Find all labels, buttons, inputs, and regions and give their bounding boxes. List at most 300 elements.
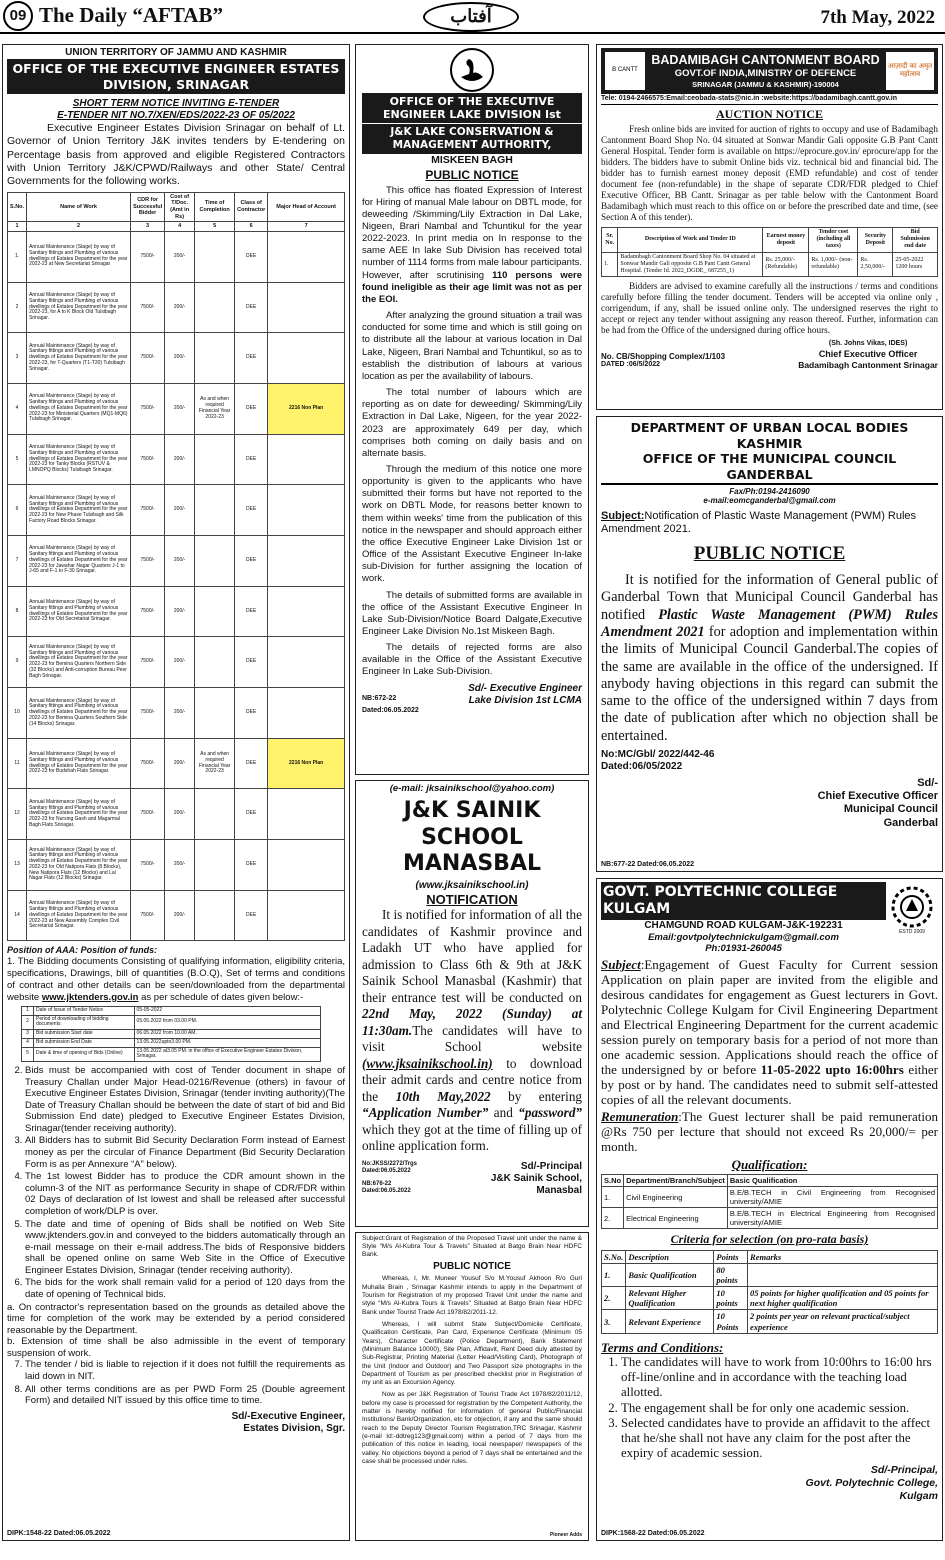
estates-footer: DIPK:1548-22 Dated:06.05.2022 (7, 1529, 111, 1537)
poly-terms (601, 1355, 938, 1460)
row-class: DEE (235, 282, 268, 333)
row-serial: 9 (8, 637, 27, 688)
lake-address: MISKEEN BAGH (431, 153, 513, 166)
criteria-col-header: S.No. (602, 1250, 626, 1263)
poly-criteria-heading: Criteria for selection (on pro-rata basis) (670, 1232, 869, 1247)
date-serial: 3 (22, 1030, 34, 1039)
criteria-cell: 10 points (714, 1287, 748, 1310)
works-col-number: 6 (235, 222, 268, 232)
azadi-logo: आज़ादी का अमृत महोत्सव (886, 52, 934, 90)
criteria-cell: 2. (602, 1287, 626, 1310)
poly-sign-2: Govt. Polytechnic College, (805, 1476, 938, 1489)
row-head-empty (268, 485, 345, 536)
qual-cell: Civil Engineering (624, 1187, 728, 1208)
sainik-web: (www.jksainikschool.in) (415, 879, 529, 891)
sainik-sign-3: Manasbal (536, 1184, 582, 1196)
list-item: 3. Selected candidates have to provide an affidavit to the affect that he/she shall not have any claim for the post after the expiry of academic session. (621, 1416, 938, 1460)
list-item: 7. The tender / bid is liable to rejection if it does not fulfill the requirements as laid down in NIT. (25, 1359, 345, 1382)
row-head-empty (268, 840, 345, 891)
row-head-empty (268, 282, 345, 333)
newspaper-name: The Daily “AFTAB” (39, 3, 223, 28)
criteria-col-header: Description (626, 1250, 714, 1263)
table-row (8, 890, 345, 941)
auction-col-header: Earnest money deposit (763, 228, 809, 253)
criteria-cell: 3. (602, 1310, 626, 1333)
sainik-school-notice (355, 780, 589, 1227)
auction-cell: Rs. 2,50,000/- (858, 252, 893, 277)
row-class: DEE (235, 535, 268, 586)
auction-cell: 1. (602, 252, 618, 277)
kubra-para-3: Now as per J&K Registration of Tourist Trade Act 1978/82/2011/12, before my case is processed for registration by the Competent Authority, the matter is hereby notified for information of general Public/Financial Institutions/ Bank/Organization, etc for objection, if any and the same should reach to the Deputy Director Tourism Registration,TRC Srinagar, Kashmir (e-mail Id:-ddtreg123@gmail.com) within a period of 7 days from the publication of this notice in leading, local newspaper/ newspapers of the valley. No objections beyond a period of 7 days shall be entertained and the case shall be processed under rules. (362, 1391, 582, 1465)
cantt-sign-2: Chief Executive Officer (818, 348, 918, 359)
auction-cell: 25-05-2022 1200 hours (893, 252, 938, 277)
row-work-name: Annual Maintenance (Stage) by way of Sanitary fittings and Plumbing of various dwellings of Estates Department for the year 2022-23 for Old Secretariat Srinagar. (27, 586, 131, 637)
ulb-dated: Dated:06/05/2022 (601, 761, 683, 773)
criteria-cell: 05 points for higher qualification and 05 points for next higher qualification (748, 1287, 938, 1310)
row-time-empty (195, 789, 235, 840)
kubra-para-1: Whereas, I, Mr. Muneer Yousuf S/o M.Yousuf Akhoon R/o Guri Muhalla Brain , Srinagar Kashmir intends to apply in the Department of Tourism for Registration of my proposed Travel Unit under the name and style “M/s Al-Kubra Tours & Travels” Situated at Batgo Brain Near HDFC Bank under Tourist Trade Act 1978/82/2011-12. (362, 1275, 582, 1316)
table-row (22, 1015, 321, 1030)
poly-remuneration: Remuneration:The Guest lecturer shall be paid remuneration @Rs 750 per lecture that should not exceed Rs 20,000/= per month. (601, 1108, 938, 1154)
newspaper-logo: آفتاب (423, 2, 519, 32)
table-row (22, 1047, 321, 1062)
row-work-name: Annual Maintenance (Stage) by way of Sanitary fittings and Plumbing of various dwellings of Estates Department for the year 2022-23, for A to K Block Old Tulsibagh Srinagar. (27, 282, 131, 333)
sainik-nb-dated: Dated:06.05.2022 (362, 1188, 411, 1195)
row-head-empty (268, 789, 345, 840)
row-work-name: Annual Maintenance (Stage) by way of Sanitary fittings and Plumbing of various dwellings of Estates Department for the year 2022-23 for Budshah Flats Srinagar. (27, 738, 131, 789)
polytechnic-emblem-icon (886, 882, 938, 938)
row-cdr: 7500/- (131, 485, 165, 536)
table-row (602, 1187, 938, 1208)
row-cdr: 7500/- (131, 333, 165, 384)
page-number: 09 (3, 1, 33, 31)
row-cost: 200/- (165, 738, 195, 789)
row-cost: 200/- (165, 789, 195, 840)
row-time-empty (195, 688, 235, 739)
row-cost: 200/- (165, 688, 195, 739)
row-class: DEE (235, 688, 268, 739)
date-label: Bid submission End Date (34, 1038, 135, 1047)
list-item: 2. Bids must be accompanied with cost of Tender document in shape of Treasury Challan under Major Head-0216/Revenue (others) in favour of Executive Engineer Estates Division, Srinagar (tender inviting authority)(The Date of Treasury Challan should be between the date of start of bid and Bid Submission End date) pledged to Executive Engineer Estates Division, Srinagar(tender receiving authority). (25, 1065, 345, 1134)
criteria-cell: Basic Qualification (626, 1263, 714, 1286)
row-cdr: 7500/- (131, 840, 165, 891)
table-row (8, 535, 345, 586)
row-work-name: Annual Maintenance (Stage) by way of Sanitary fittings and Plumbing of various dwellings of Estates Department for the year 2022-23 for Bemina Quarters Southern Side (14 Blocks) Srinagar. (27, 688, 131, 739)
ganderbal-public-notice (596, 416, 943, 872)
table-row (602, 1263, 938, 1286)
row-cost: 200/- (165, 434, 195, 485)
table-row (8, 333, 345, 384)
ulb-dept: DEPARTMENT OF URBAN LOCAL BODIES KASHMIR (630, 420, 909, 451)
works-col-number: 3 (131, 222, 165, 232)
estates-sign-2: Estates Division, Sgr. (243, 1422, 345, 1434)
row-work-name: Annual Maintenance (Stage) by way of Sanitary fittings and Plumbing of various dwellings of Estates Department for the year 2022-23 at New Assembly Complex Civil Secretariat Srinagar. (27, 890, 131, 941)
row-time-empty (195, 434, 235, 485)
lake-para-4: Through the medium of this notice one more opportunity is given to the applicants who have submitted their forms but have not reported to the work on DBTL Mode, for reasons better known to them within weeks' time from the publication of this notice in the newspaper and should approach either the office Executive Engineer Lake Division 1st or Office of the Assistant Executive Engineer In-lake sub-Division for further assigning the location of work. (362, 463, 582, 585)
table-row (22, 1030, 321, 1039)
criteria-cell: 80 points (714, 1263, 748, 1286)
ulb-subject: Subject:Notification of Plastic Waste Management (PWM) Rules Amendment 2021. (601, 509, 917, 536)
row-cdr: 7500/- (131, 738, 165, 789)
list-item: 1. The candidates will have to work from 10:00hrs to 16:00 hrs off-line/online and in accordance with the teaching load allotted. (621, 1355, 938, 1399)
table-row (22, 1006, 321, 1015)
sainik-sign-1: Sd/-Principal (520, 1160, 582, 1172)
nit-number: E-TENDER NIT NO.7/XEN/EDS/2022-23 OF 05/2022 (57, 110, 295, 122)
ut-heading: UNION TERRITORY OF JAMMU AND KASHMIR (65, 47, 287, 58)
ulb-fax: Fax/Ph:0194-2416090 (729, 486, 810, 496)
row-serial: 5 (8, 434, 27, 485)
row-cdr: 7500/- (131, 231, 165, 282)
polytechnic-notice (596, 878, 943, 1541)
row-work-name: Annual Maintenance (Stage) by way of Sanitary fittings and Plumbing of various dwellings of Estates Department for the year 2022-23 for New Phase Tulsibagh and Silk Factory Road Blocks Srinagar. (27, 485, 131, 536)
table-row (8, 282, 345, 333)
lake-para-2: After analyzing the ground situation a trail was conducted for some time and which is still going on to distribute all the labour at various location in Dal Lake, Nigeen, Brari Nambal and Tchuntikul, so as to establish the distribution of labours at various location as per the availability of labours. (362, 310, 582, 382)
row-serial: 8 (8, 586, 27, 637)
bid-docs-para: 1. The Bidding documents Consisting of qualifying information, eligibility criteria, specifications, Drawings, bill of quantities (B.O.Q), Set of terms and conditions of contract and other details can be seen/downloaded from the departmental website www.jktenders.gov.in as per schedule of dates given below:- (7, 956, 346, 1003)
date-value: 05.05.2022 from 03.00 PM. (134, 1015, 320, 1030)
row-head-empty (268, 333, 345, 384)
term-a: a. On contractor's representation based on the grounds as detailed above the time for completion of the work may be extended by a period considered reasonable by the Department. (7, 1301, 346, 1336)
row-time-empty (195, 485, 235, 536)
table-row (8, 383, 345, 434)
cantonment-auction-notice (596, 44, 943, 410)
list-item: 5. The date and time of opening of Bids shall be notified on Web Site www.jktenders.gov.in and conveyed to the bidders automatically through an e-mail message on their e-mail address.The bids of Responsive bidders shall be opened online on same Web Site in the Office of Executive Engineer Estates Division, Srinagar (tender receiving authority). (25, 1219, 345, 1277)
row-work-name: Annual Maintenance (Stage) by way of Sanitary fittings and Plumbing of various dwellings of Estates Department for the year 2022-23 at New Secretariat Srinagar (27, 231, 131, 282)
row-head-empty (268, 688, 345, 739)
auction-para-1: Fresh online bids are invited for auction of rights to occupy and use of Badamibagh Cantonment Board Shop No. 04 situated at Sonwar Mandir Gali opposite G.B Pant Cantt General Hospital. Tender form is available on https://eprocure.gov.in/ eprocure/app for the bidders. The bidders have to submit Online bids viz. technical bid and financial bid. The bidder has to furnish earnest money deposit (EMD refundable) and cost of tender document fee (non-refundable) in the shape of separate CDR/FDR pledged to Chief Executive Officer, BB Cantt. Srinagar as per table below with the Cantonment Board Badamibagh which must reach to this office on or before the prescribed date and time, (see Section A of this tender). (601, 123, 938, 223)
works-col-header: S.No. (8, 192, 27, 221)
ulb-sign-0: Sd/- (917, 777, 938, 790)
ulb-email: e-mail:eomcganderbal@gmail.com (703, 496, 836, 506)
sainik-place: MANASBAL (402, 851, 541, 877)
row-time-empty (195, 231, 235, 282)
row-serial: 7 (8, 535, 27, 586)
row-serial: 1. (8, 231, 27, 282)
row-cdr: 7500/- (131, 535, 165, 586)
works-col-header: CDR for Successful Bidder (131, 192, 165, 221)
lake-office-title: OFFICE OF THE EXECUTIVE ENGINEER LAKE DIVISION Ist (362, 93, 582, 123)
row-cdr: 7500/- (131, 282, 165, 333)
ulb-footer: NB:677-22 Dated:06.05.2022 (601, 860, 694, 868)
sainik-dated: Dated:06.05.2022 (362, 1167, 411, 1174)
poly-address: CHAMGUND ROAD KULGAM-J&K-192231 (644, 919, 843, 931)
row-work-name: Annual Maintenance (Stage) by way of Sanitary fittings and Plumbing of various dwellings of Estates Department for the year 2022-23 for Bemina Quarters Northern Side (32 Blocks) and Anti-corruption Bureau Peer Bagh Srinagar. (27, 637, 131, 688)
row-cdr: 7500/- (131, 586, 165, 637)
auction-col-header: Security Deposit (858, 228, 893, 253)
table-row (8, 231, 345, 282)
issue-date: 7th May, 2022 (820, 7, 935, 28)
lake-authority: J&K LAKE CONSERVATION & MANAGEMENT AUTHORITY, (362, 124, 582, 153)
sainik-website-link[interactable]: (www.jksainikschool.in) (362, 1055, 493, 1071)
row-cdr: 7500/- (131, 688, 165, 739)
row-head-empty (268, 434, 345, 485)
date-serial: 5 (22, 1047, 34, 1062)
jktenders-link[interactable]: www.jktenders.gov.in (41, 991, 139, 1003)
row-serial: 4 (8, 383, 27, 434)
auction-cell: Rs. 1,000/- (non-refundable) (809, 252, 858, 277)
ulb-sign-2: Municipal Council (843, 803, 938, 816)
row-cost: 200/- (165, 586, 195, 637)
list-item: 8. All other terms conditions are as per PWD Form 25 (Double agreement Form) and detailed NIT issued by this office time to time. (25, 1384, 345, 1407)
cantt-address: SRINAGAR (JAMMU & KASHMIR)-190004 (692, 79, 839, 89)
row-serial: 11 (8, 738, 27, 789)
row-work-name: Annual Maintenance (Stage) by way of Sanitary fittings and Plumbing of various dwellings of Estates Department for the year 2022-23 for Tanky Blocks (RSTUV & LMNOPQ Blocks) Tulsibagh Srinagar. (27, 434, 131, 485)
ulb-office: OFFICE OF THE MUNICIPAL COUNCIL GANDERBAL (601, 451, 938, 484)
kubra-para-2: Whereas, I will submit State Subject/Domicile Certificate, Qualification Certificate, Pan Card, Experience Certificate (Minimum 05 Years), Character Certificate (Police Department), Bank Statement (Minimum Balance 10000), Site Plan, Affidavit, Rent Deed duly attested by Sub-Registrar, Printing Material (Letter Head/Visiting Card), Photograph of the Unit (Indoor and Outdoor) and Two Passport size photographs in the Department of Tourism as per prescribed checklist prior in Registration of my unit as an Excursion Agency. (362, 1320, 582, 1387)
works-col-number: 2 (27, 222, 131, 232)
row-cdr: 7500/- (131, 434, 165, 485)
row-class: DEE (235, 333, 268, 384)
poly-sign-3: Kulgam (899, 1489, 938, 1502)
list-item: 4. The 1st lowest Bidder has to produce the CDR amount shown in the column-3 of the NIT as performance Security in shape of CDR/FDR within 02 Days of declaration of Ist lowest and shall be released after successful completion of work/DLP is over. (25, 1171, 345, 1217)
lake-para-1: This office has floated Expression of Interest for Hiring of manual Male labour on DBTL mode, for deweeding /Skimming/Lily Extraction in Dal Lake, Nigeen, Brari Nambal and Tchuntikul for the year 2022-2023. In print media on In response to the same AEE In lake Sub Division has received total number of 1114 forms from male labour participants. However, after scrutinising 110 persons were found ineligible as their age limit was not as per the EOI. (362, 184, 582, 305)
table-row (602, 1287, 938, 1310)
tender-intro: Executive Engineer Estates Division Srinagar on behalf of Lt. Governor of Union Territory J&K invites tenders by E-tendering on Percentage basis from approved and eligible Registered Contractors with Union Territory J&K/CPWD/Railways and other State/ Central Governments for the following works. (7, 122, 345, 187)
table-row (8, 789, 345, 840)
kubra-subject: Subject:Grant of Registration of the Proposed Travel unit under the name & Style “M/s Al-Kubra Tour & Travels” Situated at Batgo Brain Near HDFC Bank. (362, 1235, 582, 1259)
kubra-title: PUBLIC NOTICE (433, 1261, 511, 1273)
works-table (7, 192, 345, 942)
lake-dated: Dated:06.05.2022 (362, 706, 419, 714)
table-row (8, 434, 345, 485)
alkubra-public-notice (355, 1232, 589, 1541)
row-class: DEE (235, 789, 268, 840)
row-cost: 200/- (165, 840, 195, 891)
tender-title: SHORT TERM NOTICE INVITING E-TENDER (72, 98, 280, 110)
row-head-account: 2216 Non Plan (268, 738, 345, 789)
qual-cell: 2. (602, 1208, 624, 1229)
date-serial: 1 (22, 1006, 34, 1015)
poly-sign-1: Sd/-Principal, (870, 1464, 938, 1477)
row-serial: 3 (8, 333, 27, 384)
qual-cell: 1. (602, 1187, 624, 1208)
table-row (8, 586, 345, 637)
date-value: 05-05-2022 (134, 1006, 320, 1015)
row-class: DEE (235, 383, 268, 434)
row-serial: 12 (8, 789, 27, 840)
row-cost: 200/- (165, 282, 195, 333)
criteria-cell: Relevant Experience (626, 1310, 714, 1333)
auction-col-header: Tender cost (including all taxes) (809, 228, 858, 253)
cantt-ref-no: No. CB/Shopping Complex/1/103 (601, 351, 726, 361)
sainik-nb: NB:676-22 (362, 1181, 392, 1188)
row-head-empty (268, 535, 345, 586)
works-col-header: Time of Completion (195, 192, 235, 221)
lake-para-3: The total number of labours which are reporting as on date for deweeding/ Skimming/Lily Extraction in Dal Lake, Nigeen, for the year 2022-2023 are approximately 649 per day, which comprises both coming on daily basis and on alternate basis. (362, 387, 582, 459)
date-value: 06.05.2022 from 10.00 AM. (134, 1030, 320, 1039)
sainik-no: No:JKSS/2272/Trgs (362, 1160, 418, 1167)
row-cost: 200/- (165, 535, 195, 586)
row-cost: 200/- (165, 637, 195, 688)
row-class: DEE (235, 231, 268, 282)
sainik-email: (e-mail: jksainikschool@yahoo.com) (389, 783, 555, 794)
auction-title: AUCTION NOTICE (715, 107, 823, 122)
cantt-dated: DATED :06/5/2022 (601, 361, 661, 369)
date-label: Date of Issue of Tender Notice (34, 1006, 135, 1015)
row-class: DEE (235, 586, 268, 637)
table-row (22, 1038, 321, 1047)
row-work-name: Annual Maintenance (Stage) by way of Sanitary fittings and Plumbing of various dwellings of Estates Department for the year 2022-23 for Jawahar Nagar Quarters J-1 to J-65 and F-1 to F-30 Srinagar. (27, 535, 131, 586)
criteria-cell (748, 1263, 938, 1286)
sainik-title: J&K SAINIK SCHOOL (403, 798, 541, 850)
swan-icon (449, 47, 495, 93)
row-time-empty (195, 637, 235, 688)
row-serial: 14 (8, 890, 27, 941)
row-serial: 13 (8, 840, 27, 891)
table-row (8, 637, 345, 688)
row-head-empty (268, 586, 345, 637)
row-time-empty (195, 840, 235, 891)
row-cost: 200/- (165, 485, 195, 536)
row-time: As and when required Financial Year 2022-23 (195, 738, 235, 789)
auction-cell: Rs. 25,000/- (Refundable) (763, 252, 809, 277)
lake-logo (449, 47, 495, 93)
row-head-empty (268, 637, 345, 688)
table-row (8, 738, 345, 789)
auction-col-header: Sr. No. (602, 228, 618, 253)
auction-col-header: Bid Submission end date (893, 228, 938, 253)
row-time-empty (195, 890, 235, 941)
row-cdr: 7500/- (131, 890, 165, 941)
row-time-empty (195, 535, 235, 586)
row-class: DEE (235, 840, 268, 891)
row-time-empty (195, 586, 235, 637)
works-col-number: 1 (8, 222, 27, 232)
cantonment-seal-icon: B CANTT (605, 52, 645, 90)
criteria-cell: Relevant Higher Qualification (626, 1287, 714, 1310)
date-serial: 4 (22, 1038, 34, 1047)
ulb-sign-3: Ganderbal (883, 816, 938, 829)
qual-col-header: Department/Branch/Subject (624, 1175, 728, 1187)
qual-cell: B.E/B.TECH in Civil Engineering from Recognised university/AMIE (727, 1187, 937, 1208)
poly-title: GOVT. POLYTECHNIC COLLEGE KULGAM (601, 882, 886, 920)
tender-terms (7, 1065, 345, 1301)
row-time-empty (195, 282, 235, 333)
qual-cell: Electrical Engineering (624, 1208, 728, 1229)
table-row (8, 840, 345, 891)
term-b: b. Extension of time shall be also admissible in the event of temporary suspension of work. (7, 1336, 345, 1359)
row-class: DEE (235, 637, 268, 688)
table-row (8, 688, 345, 739)
row-cdr: 7500/- (131, 789, 165, 840)
cantt-board: BADAMIBAGH CANTONMENT BOARD (651, 53, 880, 68)
works-col-header: Class of Contractor (235, 192, 268, 221)
row-head-account: 2216 Non Plan (268, 383, 345, 434)
poly-terms-heading: Terms and Conditions: (601, 1339, 724, 1355)
kubra-footer: Pioneer Adds (549, 1532, 582, 1538)
lake-para-5: The details of submitted forms are available in the office of the Assistant Executive Engineer In Lake Sub-Division/Notice Board Dalgate,Executive Engineer Lake Division No.1st Miskeen Bagh. (362, 589, 582, 638)
lake-sign-1: Sd/- Executive Engineer (468, 682, 582, 694)
date-serial: 2 (22, 1015, 34, 1030)
works-col-header: Name of Work (27, 192, 131, 221)
auction-para-2: Bidders are advised to examine carefully all the instructions / terms and conditions carefully before filling the tender document. Tenders will be accepted via online only , corrigendum, if any, shall be issued online only. The undersigned reserves the right to accept or reject any tender without assigning any reason thereof. Further, information can be had from the Office of the undersigned during office hours. (601, 281, 938, 336)
auction-cell: Badamibagh Cantonment Board Shop No. 04 situated at Sonwar Mandir Gali opposite G.B Pant Cantt General Hospital. (Tender Id. 2022_DGDE_ 687255_1) (618, 252, 763, 277)
auction-col-header: Description of Work and Tender ID (618, 228, 763, 253)
estates-tender-notice (2, 44, 350, 1541)
cantt-contact: Tele: 0194-2466575:Email:ceobada-stats@nic.in :website:https://badamibagh.cantt.gov.in (601, 94, 938, 105)
date-value: 13.05.2022upto3.00 PM. (134, 1038, 320, 1047)
row-cdr: 7500/- (131, 637, 165, 688)
row-cost: 200/- (165, 333, 195, 384)
row-work-name: Annual Maintenance (Stage) by way of Sanitary fittings and Plumbing of various dwellings of Estates Department for the year 2022-23, for T-Quarters (T1-T20) Tulsibagh Srinagar. (27, 333, 131, 384)
row-time-empty (195, 333, 235, 384)
list-item: 2. The engagement shall be for only one academic session. (621, 1401, 938, 1416)
row-work-name: Annual Maintenance (Stage) by way of Sanitary fittings and Plumbing of various dwellings of Estates Department for the year 2022-23 for Ministerial Quarters (MQ1-MQ6) Tulsibagh Srinagar. (27, 383, 131, 434)
poly-subject: Subject:Engagement of Guest Faculty for Current session Application on plain paper are invited from the eligible and desirous candidates for engagement as Guest lecturers in Govt. Polytechnic College Kulgam for Civil Engineering Department and Electrical Engineering Department for the current academic session purely on temporary basis for a period of not more than one academic session. Applications should reach the office of the undersigned by or before 11-05-2022 upto 16:00hrs either by post or by hand. The candidates need to submit self-attested copies of all the relevant documents. (601, 957, 939, 1107)
poly-estd: ESTD 2009 (899, 929, 925, 935)
row-class: DEE (235, 434, 268, 485)
criteria-cell: 1. (602, 1263, 626, 1286)
works-col-header: Major Head of Account (268, 192, 345, 221)
row-cost: 200/- (165, 231, 195, 282)
date-label: Period of downloading of bidding documents (34, 1015, 135, 1030)
sainik-body: It is notified for information of all the candidates of Kashmir province and Ladakh UT who have applied for admission to Class 6th & 9th at J&K Sainik School Manasbal (Kashmir) that their entrance test will be conducted on 22nd May, 2022 (Sunday) at 11:30am.The candidates will have to visit School website (www.jksainikschool.in) to download their admit cards and centre notice from the 10th May,2022 by entering “Application Number” and “password” which they got at the time of filling up of online application form. (362, 907, 583, 1154)
row-cdr: 7500/- (131, 383, 165, 434)
row-head-empty (268, 890, 345, 941)
row-serial: 6 (8, 485, 27, 536)
ulb-body: It is notified for the information of General public of Ganderbal Town that Municipal Council Ganderbal has notified Plastic Waste Management (PWM) Rules Amendment 2021 for adoption and implementation within the limits of Municipal Council Ganderbal.The copies of the same are available in the office of the undersigned. If anybody having objections in this regard can submit the same to the office of the undersigned within 7 days from the date of publication after which no objection shall be entertained. (601, 571, 938, 744)
lake-para-6: The details of rejected forms are also available in the Office of the Assistant Executive Engineer In Lake Sub-Division. (362, 642, 582, 678)
works-col-header: Cost of T/Doc. (Amt in Rs) (165, 192, 195, 221)
table-row (602, 1208, 938, 1229)
cantt-govt: GOVT.OF INDIA,MINISTRY OF DEFENCE (674, 68, 857, 80)
poly-footer: DIPK:1568-22 Dated:06.05.2022 (601, 1529, 705, 1537)
lake-nb: NB:672-22 (362, 694, 397, 702)
list-item: 3. All Bidders has to submit Bid Security Declaration Form instead of Earnest money as per the circular of Finance Department (Bid Security Declaration Form is as per Annexure “A” below). (25, 1135, 345, 1170)
aaa-position: Position of AAA: Position of funds: (7, 945, 158, 956)
sainik-sign-2: J&K Sainik School, (490, 1172, 582, 1184)
row-time: As and when required Financial Year 2022-23 (195, 383, 235, 434)
dates-table (21, 1006, 321, 1062)
list-item: 6. The bids for the work shall remain valid for a period of 120 days from the date of opening of Technical bids. (25, 1277, 345, 1300)
qualification-table (601, 1174, 938, 1229)
qual-cell: B.E/B.TECH in Electrical Engineering from Recognised university/AMIE (727, 1208, 937, 1229)
ulb-sign-1: Chief Executive Officer (817, 790, 938, 803)
estates-sign-1: Sd/-Executive Engineer, (231, 1410, 345, 1422)
works-col-number: 4 (165, 222, 195, 232)
ulb-notice-title: PUBLIC NOTICE (693, 543, 846, 565)
row-cost: 200/- (165, 890, 195, 941)
date-label: Bid submission Start date (34, 1030, 135, 1039)
criteria-cell: 2 points per year on relevant practical/subject experience (748, 1310, 938, 1333)
lake-division-notice (355, 44, 589, 775)
ulb-ref-no: No:MC/Gbl/ 2022/442-46 (601, 749, 715, 761)
row-head-empty (268, 231, 345, 282)
page-header (0, 0, 945, 34)
cantt-sign-1: (Sh. Johns Vikas, IDES) (828, 340, 908, 348)
qual-col-header: S.No (602, 1175, 624, 1187)
poly-qualification-heading: Qualification: (731, 1156, 808, 1172)
lake-sign-2: Lake Division 1st LCMA (468, 694, 582, 706)
criteria-cell: 10 Points (714, 1310, 748, 1333)
date-label: Date & time of opening of Bids (Online) (34, 1047, 135, 1062)
gear-emblem-icon (890, 885, 934, 929)
criteria-table (601, 1250, 938, 1334)
tender-terms-2 (7, 1359, 345, 1406)
lake-notice-title: PUBLIC NOTICE (425, 168, 519, 183)
row-class: DEE (235, 890, 268, 941)
works-col-number: 7 (268, 222, 345, 232)
works-col-number: 5 (195, 222, 235, 232)
row-class: DEE (235, 485, 268, 536)
poly-email: Email:govtpolytechnickulgam@gmail.com (648, 931, 839, 943)
poly-phone: Ph:01931-260045 (705, 942, 782, 954)
date-value: 13.05.2022 at3.05 PM. in the office of Executive Engineer Estates Division, Srinagar. (134, 1047, 320, 1062)
criteria-col-header: Remarks (748, 1250, 938, 1263)
row-work-name: Annual Maintenance (Stage) by way of Sanitary fittings and Plumbing of various dwellings of Estates Department for the year 2022-23 for Nursing Gash and Magarmal Bagh Flats Srinagar. (27, 789, 131, 840)
row-class: DEE (235, 738, 268, 789)
row-work-name: Annual Maintenance (Stage) by way of Sanitary fittings and Plumbing of various dwellings of Estates Department for the year 2022-23 for Old Natipora Flats (8 Blocks), New Natipora Flats (12 Blocks) and Lal Nagar Flats (12 Blocks) Srinagar. (27, 840, 131, 891)
